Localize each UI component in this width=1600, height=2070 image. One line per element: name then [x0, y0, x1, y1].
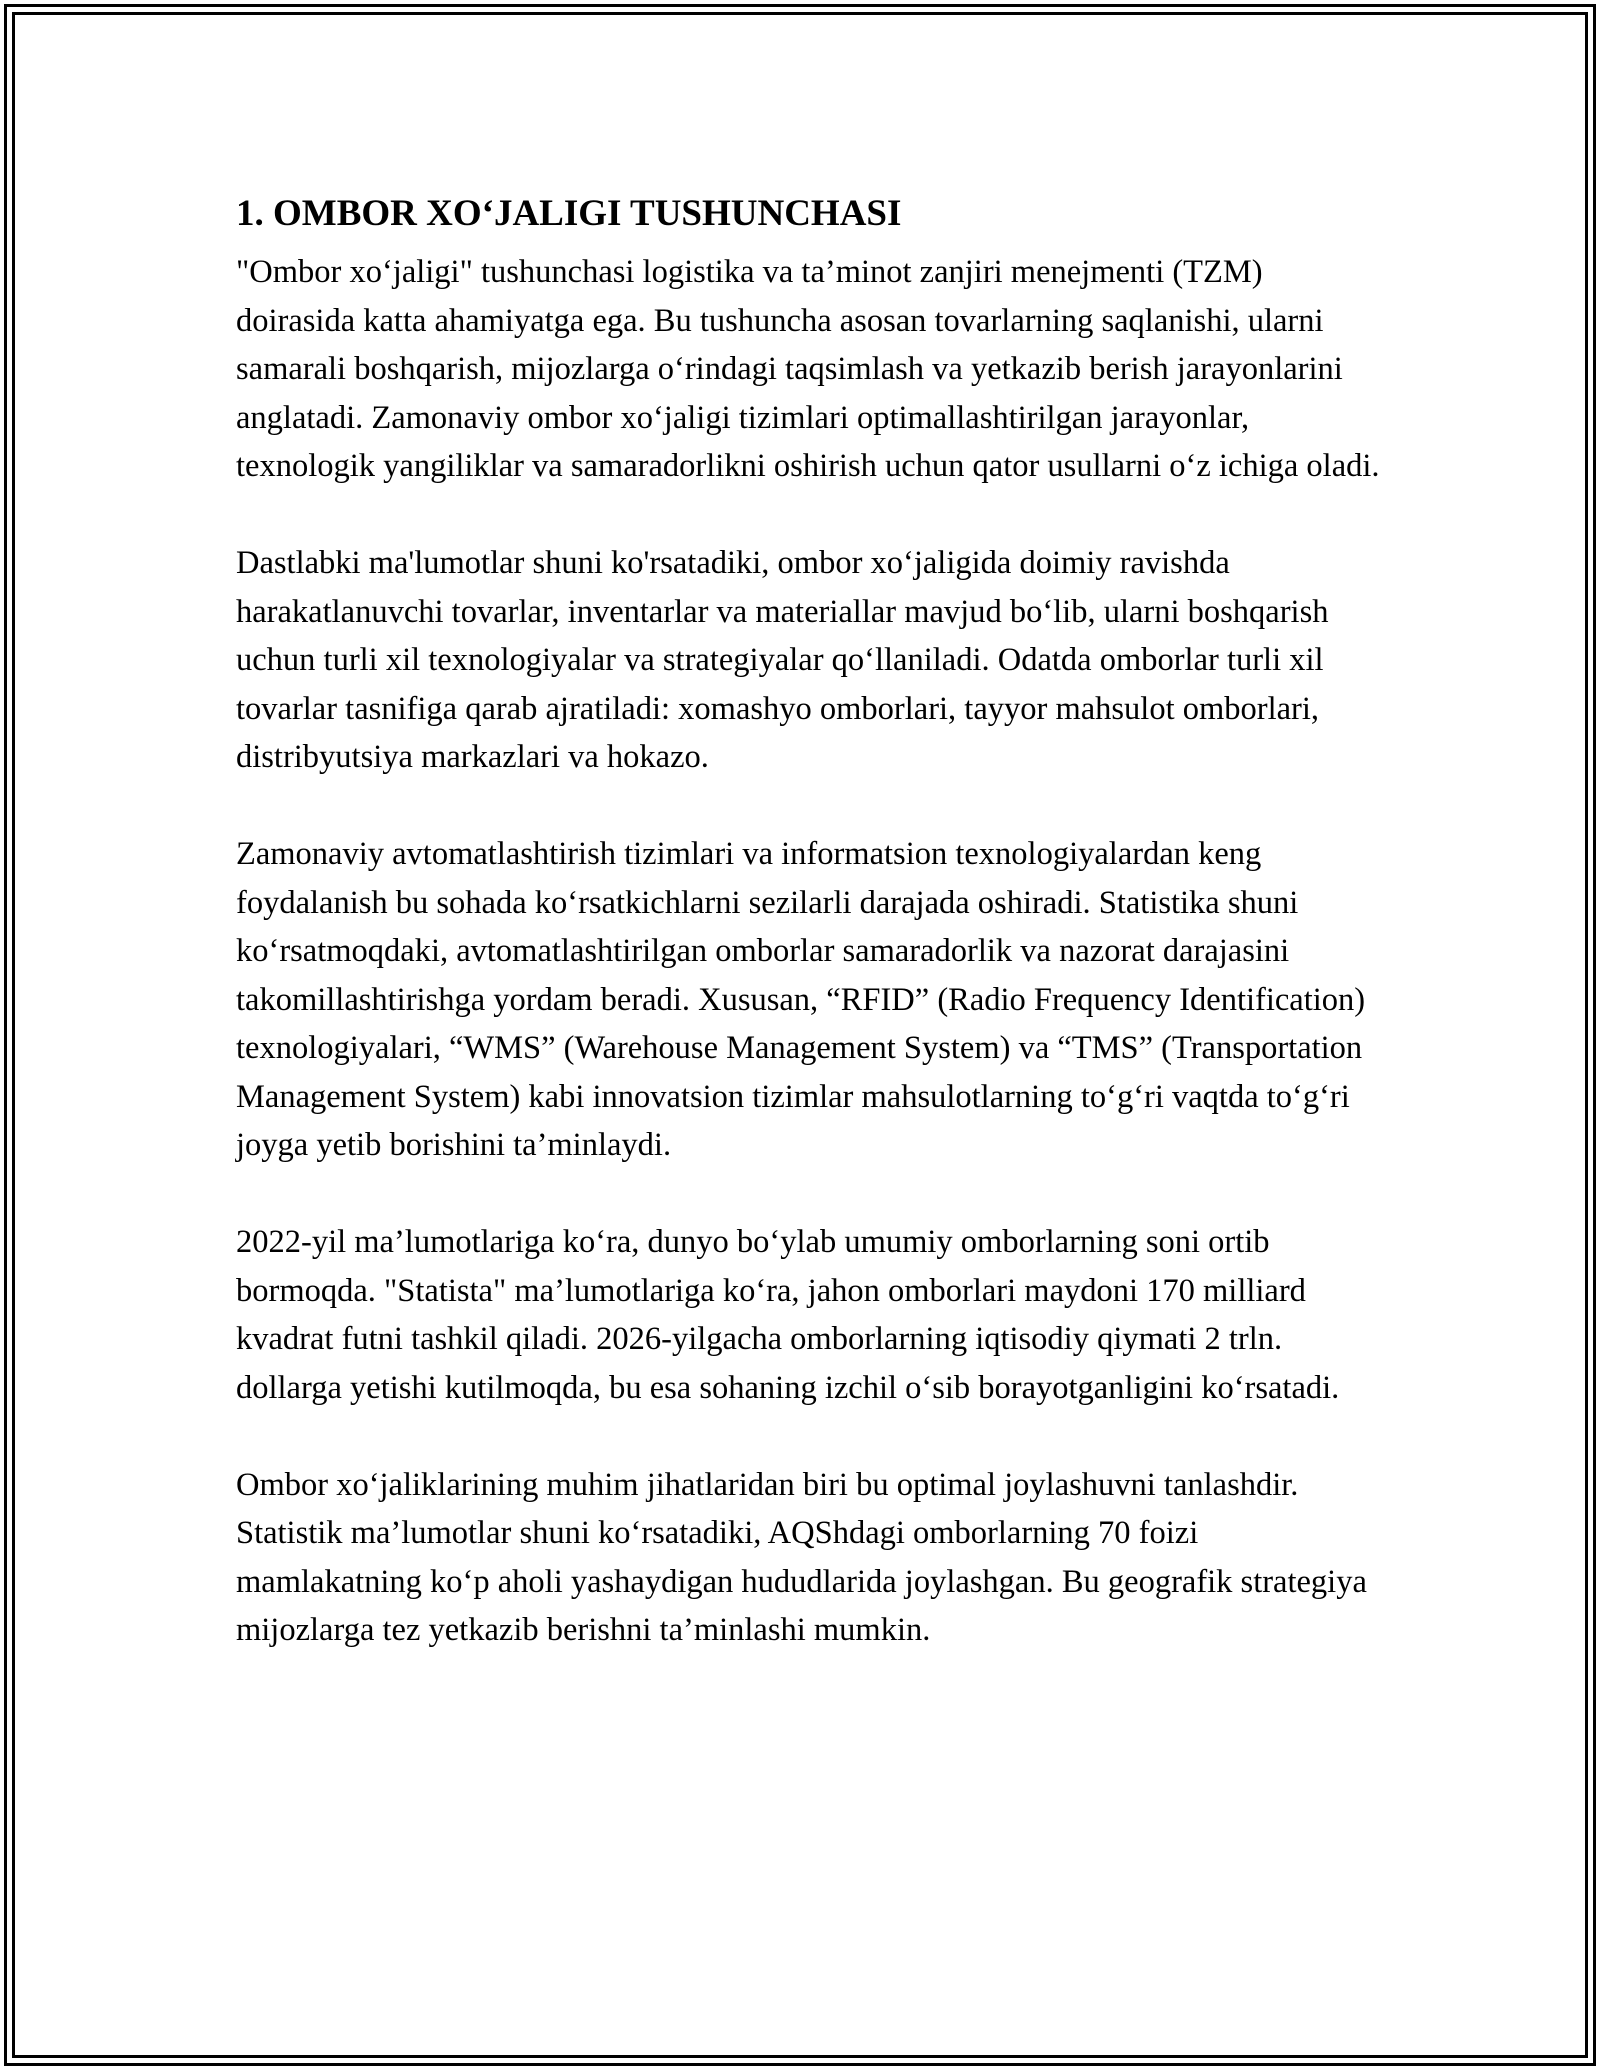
paragraph-4: 2022-yil ma’lumotlariga ko‘ra, dunyo bo‘ylab umumiy omborlarning soni ortib bormoqda. "Statista" ma’lumotlariga ko‘ra, jahon omborlari maydoni 170 milliard kvadrat futni tashkil qiladi. 2026-yilgacha omborlarning iqtisodiy qiymati 2 trln. dollarga yetishi kutilmoqda, bu esa sohaning izchil o‘sib borayotganligini ko‘rsatadi.: [236, 1224, 1340, 1406]
document-body: [236, 190, 1384, 1655]
paragraph-5: Ombor xo‘jaliklarining muhim jihatlaridan biri bu optimal joylashuvni tanlashdir. Statistik ma’lumotlar shuni ko‘rsatadiki, AQShdagi omborlarning 70 foizi mamlakatning ko‘p aholi yashaydigan hududlarida joylashgan. Bu geografik strategiya mijozlarga tez yetkazib berishni ta’minlashi mumkin.: [236, 1466, 1367, 1648]
paragraph-2: Dastlabki ma'lumotlar shuni ko'rsatadiki, ombor xo‘jaligida doimiy ravishda harakatlanuvchi tovarlar, inventarlar va materiallar mavjud bo‘lib, ularni boshqarish uchun turli xil texnologiyalar va strategiyalar qo‘llaniladi. Odatda omborlar turli xil tovarlar tasnifiga qarab ajratiladi: xomashyo omborlari, tayyor mahsulot omborlari, distribyutsiya markazlari va hokazo.: [236, 545, 1329, 775]
paragraph-1: "Ombor xo‘jaligi" tushunchasi logistika va ta’minot zanjiri menejmenti (TZM) doirasida katta ahamiyatga ega. Bu tushuncha asosan tovarlarning saqlanishi, ularni samarali boshqarish, mijozlarga o‘rindagi taqsimlash va yetkazib berish jarayonlarini anglatadi. Zamonaviy ombor xo‘jaligi tizimlari optimallashtirilgan jarayonlar, texnologik yangiliklar va samaradorlikni oshirish uchun qator usullarni o‘z ichiga oladi.: [236, 254, 1380, 484]
section-title: 1. OMBOR XO‘JALIGI TUSHUNCHASI: [236, 193, 902, 234]
paragraph-3: Zamonaviy avtomatlashtirish tizimlari va informatsion texnologiyalardan keng foydalanish bu sohada ko‘rsatkichlarni sezilarli darajada oshiradi. Statistika shuni ko‘rsatmoqdaki, avtomatlashtirilgan omborlar samaradorlik va nazorat darajasini takomillashtirishga yordam beradi. Xususan, “RFID” (Radio Frequency Identification) texnologiyalari, “WMS” (Warehouse Management System) va “TMS” (Transportation Management System) kabi innovatsion tizimlar mahsulotlarning to‘g‘ri vaqtda to‘g‘ri joyga yetib borishini ta’minlaydi.: [236, 836, 1366, 1163]
